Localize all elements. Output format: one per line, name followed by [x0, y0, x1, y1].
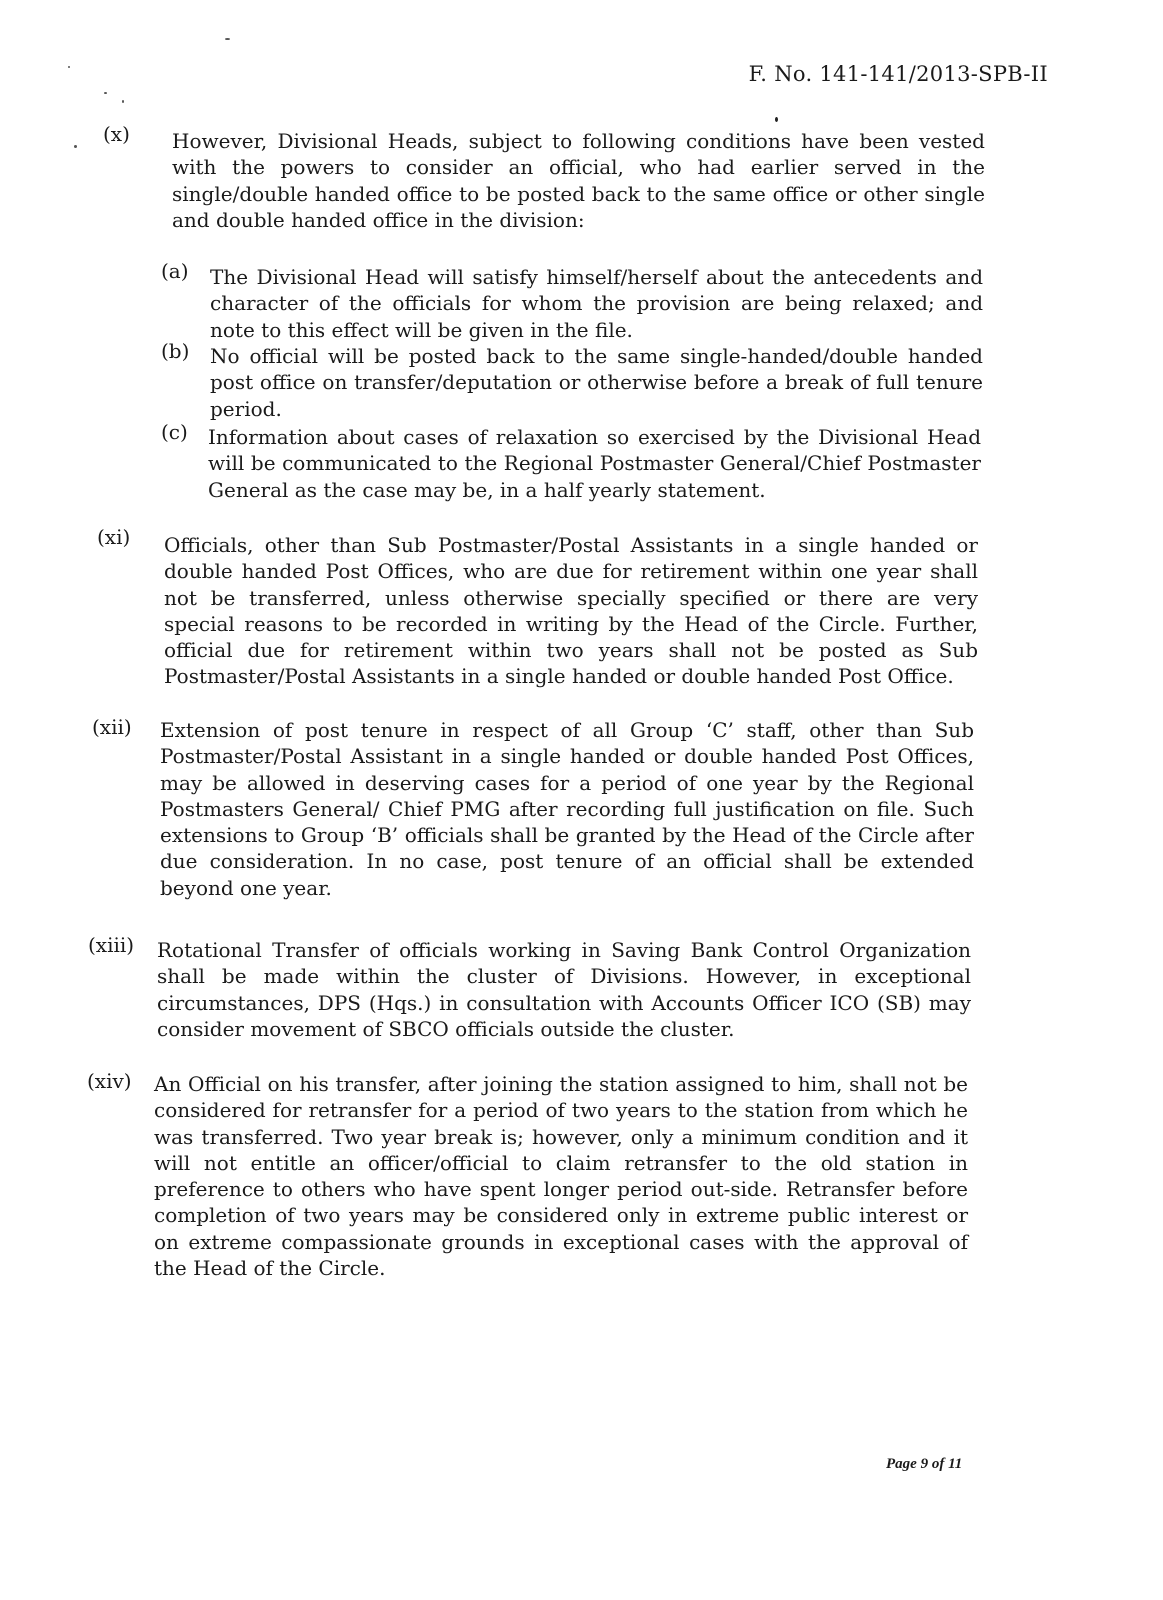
paragraph-text: However, Divisional Heads, subject to following conditions have been vested with the powers to consider an official, who had earlier served in the single/double handed office to be posted back to the same office or other single and double handed office in the division: — [172, 129, 985, 232]
paragraph-number: (x) — [103, 122, 130, 146]
scan-speck — [122, 100, 124, 103]
page-number: Page 9 of 11 — [886, 1456, 963, 1472]
file-number: F. No. 141-141/2013-SPB-II — [748, 62, 1048, 86]
paragraph-number: (xiii) — [88, 933, 135, 957]
paragraph-text: Officials, other than Sub Postmaster/Postal Assistants in a single handed or double handed Post Offices, who are due for retirement within one year shall not be transferred, unless otherwise specially specified or there are very special reasons to be recorded in writing by the Head of the Circle. Further, official due for retirement within two years shall not be posted as Sub Postmaster/Postal Assistants in a single handed or double handed Post Office. — [164, 533, 978, 689]
sub-item-label: (c) — [161, 420, 188, 444]
paragraph-text: Extension of post tenure in respect of all Group ‘C’ staff, other than Sub Postmaster/Postal Assistant in a single handed or double handed Post Offices, may be allowed in deserving cases for a period of one year by the Regional Postmasters General/ Chief PMG after recording full justification on file. Such extensions to Group ‘B’ officials shall be granted by the Head of the Circle after due consideration. In no case, post tenure of an official shall be extended beyond one year. — [160, 718, 974, 900]
paragraph-text: An Official on his transfer, after joining the station assigned to him, shall not be considered for retransfer for a period of two years to the station from which he was transferred. Two year break is; however, only a minimum condition and it will not entitle an officer/official to claim retransfer to the old station in preference to others who have spent longer period out-side. Retransfer before completion of two years may be considered only in extreme public interest or on extreme compassionate grounds in exceptional cases with the approval of the Head of the Circle. — [154, 1072, 968, 1281]
paragraph-text: Rotational Transfer of officials working in Saving Bank Control Organization shall be made within the cluster of Divisions. However, in exceptional circumstances, DPS (Hqs.) in consultation with Accounts Officer ICO (SB) may consider movement of SBCO officials outside the cluster. — [157, 938, 971, 1041]
sub-item-label: (b) — [161, 339, 190, 363]
scan-speck — [775, 117, 778, 122]
sub-item-text: Information about cases of relaxation so exercised by the Divisional Head will be communicated to the Regional Postmaster General/Chief Postmaster General as the case may be, in a half yearly statement. — [208, 425, 981, 502]
scan-speck — [74, 145, 77, 148]
sub-item-text: The Divisional Head will satisfy himself/herself about the antecedents and character of the officials for whom the provision are being relaxed; and note to this effect will be given in the file. — [210, 265, 983, 342]
paragraph-number: (xiv) — [87, 1069, 132, 1093]
sub-item-label: (a) — [161, 259, 189, 283]
scan-speck — [68, 66, 70, 68]
scan-speck — [225, 38, 230, 40]
sub-item-text: No official will be posted back to the same single-handed/double handed post office on transfer/deputation or otherwise before a break of full tenure period. — [210, 344, 983, 421]
paragraph-number: (xii) — [92, 715, 132, 739]
paragraph-number: (xi) — [97, 525, 131, 549]
scan-speck — [104, 92, 107, 94]
